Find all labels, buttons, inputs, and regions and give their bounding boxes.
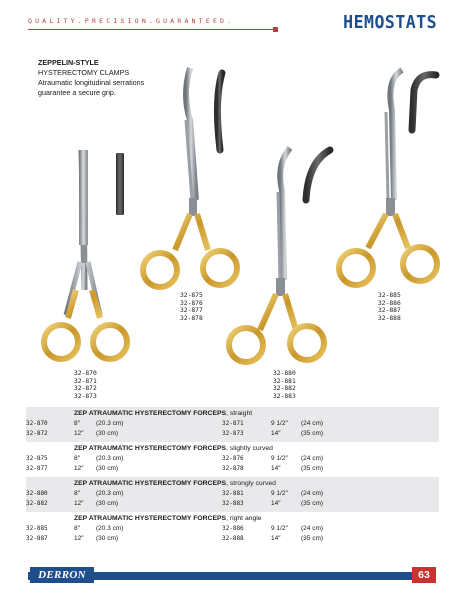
group-title	[26, 444, 439, 454]
page-title: HEMOSTATS	[343, 12, 437, 33]
metric-cell: (24 cm)	[301, 490, 324, 497]
group-title	[26, 514, 439, 524]
size-cell: 8″	[74, 455, 80, 462]
codes-straight	[74, 370, 97, 400]
size-cell: 14″	[271, 464, 281, 472]
product-group-strongly-curved	[26, 477, 439, 512]
catalog-code: 32-877	[180, 307, 203, 315]
catalog-code: 32-878	[180, 314, 203, 322]
code-cell: 32-880	[26, 490, 48, 497]
code-cell: 32-877	[26, 464, 48, 472]
metric-cell: (35 cm)	[301, 464, 324, 472]
code-cell: 32-882	[26, 499, 48, 507]
table-row	[26, 429, 439, 439]
metric-cell: (35 cm)	[301, 429, 324, 437]
code-cell: 32-876	[222, 455, 244, 462]
codes-strongly-curved	[273, 370, 296, 400]
table-row	[26, 534, 439, 544]
group-title	[26, 479, 439, 489]
metric-cell: (24 cm)	[301, 525, 324, 532]
code-cell: 32-873	[222, 429, 244, 437]
product-group-slightly-curved	[26, 442, 439, 477]
intro-line-2: HYSTERECTOMY CLAMPS	[38, 68, 130, 77]
size-cell: 9 1/2″	[271, 420, 288, 427]
group-name: ZEP ATRAUMATIC HYSTERECTOMY FORCEPS	[74, 445, 227, 452]
code-cell: 32-872	[26, 429, 48, 437]
forceps-straight-illustration	[44, 150, 127, 359]
code-cell: 32-887	[26, 534, 48, 542]
metric-cell: (35 cm)	[301, 499, 324, 507]
catalog-code: 32-885	[378, 292, 401, 299]
jaw-detail-straight	[116, 153, 124, 215]
catalog-code: 32-883	[273, 392, 296, 400]
code-cell: 32-888	[222, 534, 244, 542]
catalog-code: 32-886	[378, 299, 401, 307]
intro-line-1: ZEPPELIN-STYLE	[38, 58, 99, 67]
catalog-code: 32-873	[74, 392, 97, 400]
catalog-code: 32-870	[74, 370, 97, 377]
intro-line-4: guarantee a secure grip.	[38, 88, 116, 97]
catalog-code: 32-872	[74, 385, 97, 393]
code-cell: 32-871	[222, 420, 244, 427]
size-cell: 14″	[271, 499, 281, 507]
group-name: ZEP ATRAUMATIC HYSTERECTOMY FORCEPS	[74, 480, 227, 487]
size-cell: 8″	[74, 525, 80, 532]
table-row	[26, 489, 439, 499]
group-variant: , strongly curved	[226, 480, 276, 487]
product-group-straight	[26, 407, 439, 442]
metric-cell: (30 cm)	[96, 499, 119, 507]
metric-cell: (20.3 cm)	[96, 525, 124, 532]
code-cell: 32-881	[222, 490, 244, 497]
size-cell: 9 1/2″	[271, 455, 288, 462]
size-cell: 8″	[74, 420, 80, 427]
metric-cell: (24 cm)	[301, 420, 324, 427]
metric-cell: (20.3 cm)	[96, 490, 124, 497]
size-cell: 8″	[74, 490, 80, 497]
group-variant: , right angle	[226, 515, 262, 522]
codes-slightly-curved	[180, 292, 203, 322]
code-cell: 32-886	[222, 525, 244, 532]
group-title	[26, 409, 439, 419]
tagline: QUALITY.PRECISION.GUARANTEED.	[28, 17, 235, 25]
catalog-code: 32-887	[378, 307, 401, 315]
catalog-code: 32-881	[273, 377, 296, 385]
catalog-code: 32-880	[273, 370, 296, 377]
table-row	[26, 454, 439, 464]
size-cell: 14″	[271, 534, 281, 542]
size-cell: 12″	[74, 429, 84, 437]
table-row	[26, 419, 439, 429]
product-group-right-angle	[26, 512, 439, 547]
size-cell: 14″	[271, 429, 281, 437]
catalog-code: 32-875	[180, 292, 203, 299]
code-cell: 32-878	[222, 464, 244, 472]
metric-cell: (30 cm)	[96, 464, 119, 472]
group-variant: , slightly curved	[226, 445, 273, 452]
table-row	[26, 499, 439, 509]
metric-cell: (20.3 cm)	[96, 455, 124, 462]
code-cell: 32-885	[26, 525, 48, 532]
group-variant: , straight	[226, 410, 253, 417]
size-cell: 12″	[74, 464, 84, 472]
code-cell: 32-875	[26, 455, 48, 462]
page-number: 63	[412, 567, 436, 583]
code-cell: 32-870	[26, 420, 48, 427]
table-row	[26, 464, 439, 474]
table-row	[26, 524, 439, 534]
group-name: ZEP ATRAUMATIC HYSTERECTOMY FORCEPS	[74, 410, 227, 417]
jaw-detail-strong-curve	[306, 150, 330, 200]
metric-cell: (30 cm)	[96, 534, 119, 542]
forceps-strongly-curved-illustration	[229, 148, 330, 362]
metric-cell: (24 cm)	[301, 455, 324, 462]
code-cell: 32-883	[222, 499, 244, 507]
size-cell: 12″	[74, 534, 84, 542]
brand-logo: DERRON	[30, 567, 94, 583]
catalog-code: 32-871	[74, 377, 97, 385]
jaw-detail-right-angle	[412, 75, 436, 130]
jaw-detail-slight-curve	[217, 73, 222, 150]
forceps-slightly-curved-illustration	[143, 68, 237, 287]
metric-cell: (20.3 cm)	[96, 420, 124, 427]
catalog-code: 32-888	[378, 314, 401, 322]
size-cell: 12″	[74, 499, 84, 507]
group-name: ZEP ATRAUMATIC HYSTERECTOMY FORCEPS	[74, 515, 227, 522]
forceps-right-angle-illustration	[339, 70, 437, 285]
size-cell: 9 1/2″	[271, 490, 288, 497]
codes-right-angle	[378, 292, 401, 322]
catalog-code: 32-876	[180, 299, 203, 307]
metric-cell: (35 cm)	[301, 534, 324, 542]
size-cell: 9 1/2″	[271, 525, 288, 532]
product-table	[26, 407, 439, 547]
metric-cell: (30 cm)	[96, 429, 119, 437]
catalog-code: 32-882	[273, 385, 296, 393]
intro-line-3: Atraumatic longitudinal serrations	[38, 78, 145, 87]
